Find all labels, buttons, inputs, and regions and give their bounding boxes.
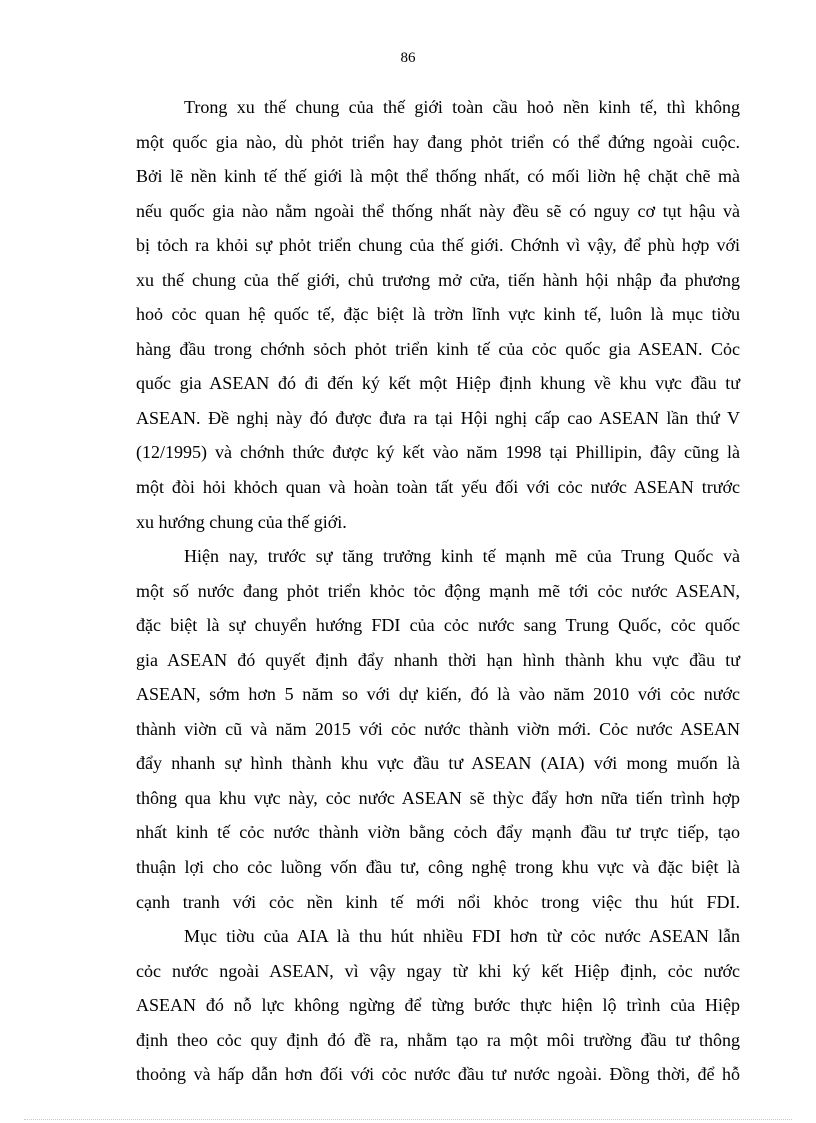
paragraph-line: (12/1995) và chớnh thức được ký kết vào năm 1998 tại Phillipin, đây cũng là [136, 442, 740, 463]
paragraph-line: Trong xu thế chung của thế giới toàn cầu hoỏ nền kinh tế, thì không [184, 97, 740, 117]
paragraph-line: định theo cỏc quy định đó đề ra, nhằm tạo ra một môi trường đầu tư thông [136, 1029, 740, 1050]
document-body [136, 92, 740, 1094]
paragraph-line: một đòi hỏi khỏch quan và hoàn toàn tất yếu đối với cỏc nước ASEAN trước [136, 477, 740, 498]
paragraph-line: xu hướng chung của thế giới. [136, 511, 347, 532]
paragraph-line: quốc gia ASEAN đó đi đến ký kết một Hiệp định khung về khu vực đầu tư [136, 373, 740, 394]
paragraph-line: đẩy nhanh sự hình thành khu vực đầu tư ASEAN (AIA) với mong muốn là [136, 753, 740, 774]
paragraph-line: hoỏ cỏc quan hệ quốc tế, đặc biệt là trờn lĩnh vực kinh tế, luôn là mục tiờu [136, 304, 740, 325]
paragraph-line: nếu quốc gia nào nằm ngoài thể thống nhất này đều sẽ có nguy cơ tụt hậu và [136, 200, 740, 221]
paragraph-line: một số nước đang phỏt triển khỏc tỏc động mạnh mẽ tới cỏc nước ASEAN, [136, 580, 740, 601]
paragraph-line: thông qua khu vực này, cỏc nước ASEAN sẽ thỳc đẩy hơn nữa tiến trình hợp [136, 787, 740, 808]
page-bottom-divider [24, 1119, 792, 1120]
paragraph-line: bị tỏch ra khỏi sự phỏt triển chung của thế giới. Chớnh vì vậy, để phù hợp với [136, 235, 740, 256]
paragraph-line: xu thế chung của thế giới, chủ trương mở cửa, tiến hành hội nhập đa phương [136, 269, 740, 290]
paragraph-line: gia ASEAN đó quyết định đẩy nhanh thời hạn hình thành khu vực đầu tư [136, 649, 740, 670]
paragraph-line: Bởi lẽ nền kinh tế thế giới là một thể thống nhất, có mối liờn hệ chặt chẽ mà [136, 166, 740, 187]
paragraph-line: hàng đầu trong chớnh sỏch phỏt triển kinh tế của cỏc quốc gia ASEAN. Cỏc [136, 338, 740, 359]
paragraph-line: nhất kinh tế cỏc nước thành viờn bằng cỏch đẩy mạnh đầu tư trực tiếp, tạo [136, 822, 740, 843]
page-number: 86 [400, 50, 416, 66]
paragraph-line: Hiện nay, trước sự tăng trưởng kinh tế mạnh mẽ của Trung Quốc và [184, 546, 740, 567]
paragraph-line: đặc biệt là sự chuyển hướng FDI của cỏc nước sang Trung Quốc, cỏc quốc [136, 615, 740, 636]
paragraph-line: thuận lợi cho cỏc luồng vốn đầu tư, công nghệ trong khu vực và đặc biệt là [136, 857, 740, 878]
paragraph-line: ASEAN, sớm hơn 5 năm so với dự kiến, đó là vào năm 2010 với cỏc nước [136, 684, 740, 705]
paragraph-line: một quốc gia nào, dù phỏt triển hay đang phỏt triển có thể đứng ngoài cuộc. [136, 131, 740, 152]
paragraph-line: ASEAN. Đề nghị này đó được đưa ra tại Hội nghị cấp cao ASEAN lần thứ V [136, 407, 740, 428]
paragraph-line: thành viờn cũ và năm 2015 với cỏc nước thành viờn mới. Cỏc nước ASEAN [136, 718, 740, 739]
paragraph-line: Mục tiờu của AIA là thu hút nhiều FDI hơn từ cỏc nước ASEAN lẫn [184, 926, 740, 947]
paragraph-line: ASEAN đó nỗ lực không ngừng để từng bước thực hiện lộ trình của Hiệp [136, 995, 740, 1016]
paragraph-line: cạnh tranh với cỏc nền kinh tế mới nổi khỏc trong việc thu hút FDI. [136, 891, 740, 912]
paragraph-line: thoỏng và hấp dẫn hơn đối với cỏc nước đầu tư nước ngoài. Đồng thời, để hỗ [136, 1064, 740, 1085]
paragraph-line: cỏc nước ngoài ASEAN, vì vậy ngay từ khi ký kết Hiệp định, cỏc nước [136, 960, 740, 981]
